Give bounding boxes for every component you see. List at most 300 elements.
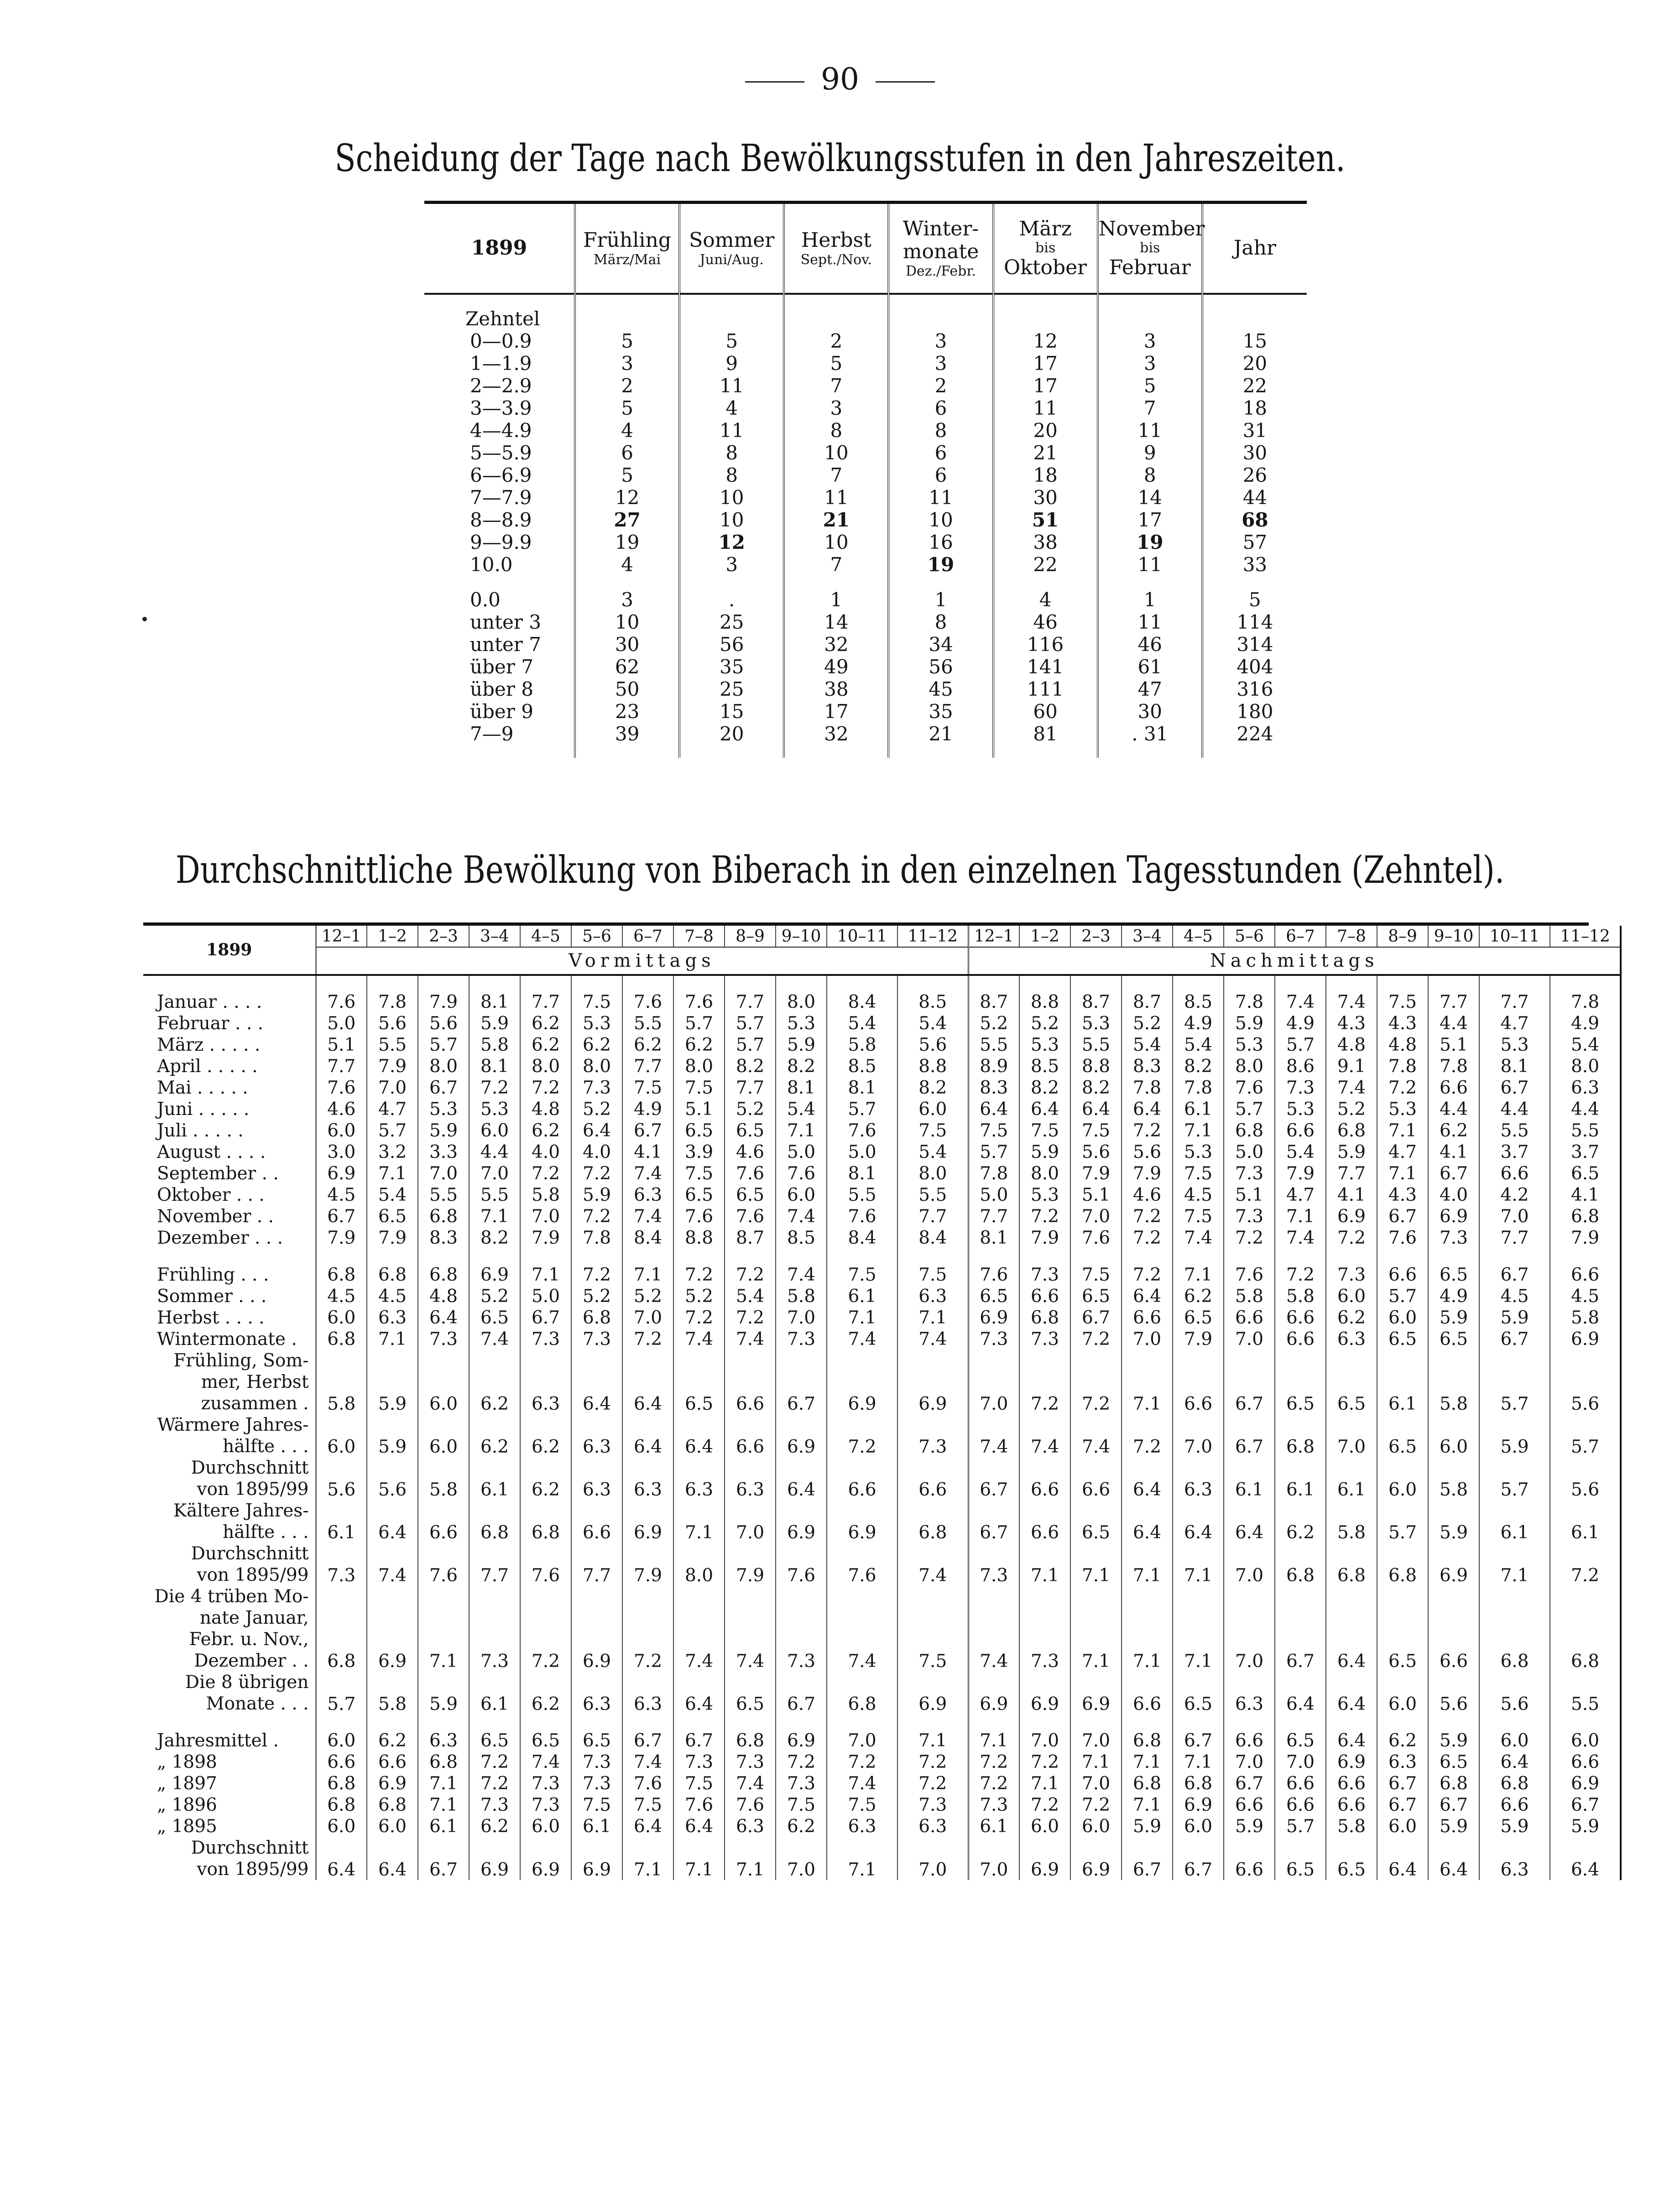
table2-cell: 6.2 <box>1326 1307 1377 1329</box>
table2-cell: 8.1 <box>469 991 520 1013</box>
table2-cell: 6.2 <box>776 1816 827 1837</box>
table2-cell: 5.6 <box>1550 1350 1621 1414</box>
table2-cell: 6.9 <box>520 1837 571 1880</box>
table1-gap-cell <box>784 576 888 589</box>
table2-cell: 7.2 <box>968 1773 1019 1794</box>
table2-cell: 7.0 <box>1019 1730 1070 1751</box>
table2-cell: 6.8 <box>316 1586 367 1672</box>
table2-spacer-cell <box>968 1249 1019 1264</box>
table2-spacer-cell <box>1019 1714 1070 1730</box>
table2-cell: 6.4 <box>1122 1286 1173 1307</box>
table2-cell: 6.8 <box>1326 1543 1377 1586</box>
table1-cell: 30 <box>575 633 679 656</box>
table2-spacer-cell <box>1377 1249 1428 1264</box>
table2-spacer-cell <box>1275 1249 1326 1264</box>
table2-cell: 6.5 <box>1275 1837 1326 1880</box>
table2-cell: 7.1 <box>1019 1543 1070 1586</box>
table2-annual-row <box>143 1773 1621 1794</box>
table2-cell: 7.0 <box>897 1837 968 1880</box>
table2-cell: 5.2 <box>1326 1099 1377 1120</box>
table2-cell: 5.4 <box>827 1013 897 1034</box>
table1-cell: 10 <box>888 509 993 531</box>
table2-hour-header: 7–8 <box>673 926 725 947</box>
table2-cell: 6.4 <box>1224 1500 1275 1543</box>
table1-row-label: 1—1.9 <box>470 352 532 375</box>
table1-cell: 17 <box>993 352 1098 375</box>
table2-cell: 7.9 <box>367 1056 418 1077</box>
table1-cell: 30 <box>1202 442 1307 464</box>
table2-cell: 5.5 <box>367 1034 418 1056</box>
table2-cell: 5.0 <box>520 1286 571 1307</box>
table2-cell: 7.0 <box>827 1730 897 1751</box>
table2-row-label: Oktober . . . <box>157 1185 265 1205</box>
table2-cell: 7.1 <box>1122 1586 1173 1672</box>
table2-cell: 5.4 <box>897 1013 968 1034</box>
table1-cell: 68 <box>1202 509 1307 531</box>
table1-col-header <box>1098 204 1205 294</box>
table2-cell: 7.2 <box>673 1264 725 1286</box>
table2-cell: 6.8 <box>316 1329 367 1350</box>
table2-cell: 7.2 <box>1019 1206 1070 1227</box>
table2-cell: 7.1 <box>1377 1120 1428 1141</box>
table2-cell: 8.7 <box>1070 991 1122 1013</box>
table1-gap-cell <box>784 294 888 307</box>
table2-cell: 6.2 <box>1275 1500 1326 1543</box>
table1-col-label: Winter-monate <box>903 217 979 264</box>
table2-cell: 4.9 <box>1550 1013 1621 1034</box>
table2-cell: 6.7 <box>1122 1837 1173 1880</box>
table2-cell: 6.4 <box>622 1350 673 1414</box>
table2-cell: 7.4 <box>520 1751 571 1773</box>
table2-spacer-cell <box>1275 975 1326 991</box>
table2-label-line: Febr. u. Nov., <box>189 1629 309 1650</box>
table2-cell: 5.8 <box>316 1350 367 1414</box>
table2-cell: 6.3 <box>725 1816 776 1837</box>
table2-spacer-cell <box>571 1249 622 1264</box>
table1-cell: 56 <box>679 633 784 656</box>
table2-cell: 7.4 <box>1173 1227 1224 1249</box>
table2-cell: 6.5 <box>673 1184 725 1206</box>
table1-cell: 2 <box>784 330 888 352</box>
table1-empty-cell <box>888 307 993 330</box>
table2-cell: 7.0 <box>367 1077 418 1099</box>
table2-hours-row <box>143 926 1621 947</box>
table1-gap-cell <box>424 745 575 758</box>
table2-cell: 6.6 <box>571 1500 622 1543</box>
table2-spacer-cell <box>143 975 316 991</box>
table1-cell: 46 <box>993 611 1098 633</box>
table2-cell: 7.0 <box>1173 1414 1224 1457</box>
table2-cell: 7.7 <box>520 991 571 1013</box>
table2-cell: 8.2 <box>469 1227 520 1249</box>
table2-hour-header: 1–2 <box>367 926 418 947</box>
table2-cell: 5.3 <box>1479 1034 1550 1056</box>
table2-label-line: zusammen . <box>201 1393 309 1414</box>
table2-cell: 6.7 <box>1377 1794 1428 1816</box>
table1-cell: 33 <box>1202 553 1307 576</box>
table2-spacer-cell <box>673 975 725 991</box>
table2-cell: 7.3 <box>571 1751 622 1773</box>
table2-summary-row <box>143 1457 1621 1500</box>
table2-cell: 6.8 <box>1550 1206 1621 1227</box>
table2-spacer-cell <box>1173 975 1224 991</box>
table2-cell: 7.8 <box>968 1163 1019 1184</box>
table2-cell: 6.8 <box>1275 1543 1326 1586</box>
table2-spacer-cell <box>1550 975 1621 991</box>
table1-gap-cell <box>1202 294 1307 307</box>
table1-cell: 61 <box>1098 656 1202 678</box>
table2-row-label <box>143 1837 316 1880</box>
table2-spacer-cell <box>571 975 622 991</box>
table1-cell: 50 <box>575 678 679 700</box>
table2-cell: 6.2 <box>673 1034 725 1056</box>
table1-row <box>424 464 1307 486</box>
table2-cell: 7.4 <box>725 1773 776 1794</box>
table2-cell: 4.5 <box>1173 1184 1224 1206</box>
table2-cell: 7.7 <box>725 991 776 1013</box>
table2-cell: 4.4 <box>1479 1099 1550 1120</box>
table2-cell: 6.8 <box>827 1672 897 1714</box>
table2-cell: 4.1 <box>1550 1184 1621 1206</box>
table2-month-row <box>143 1099 1621 1120</box>
table2-cell: 8.1 <box>968 1227 1019 1249</box>
table2-row-label: Juli . . . . . <box>157 1120 244 1141</box>
table2-cell: 8.2 <box>1019 1077 1070 1099</box>
table1-cell: 224 <box>1202 723 1307 745</box>
table2-spacer-cell <box>1070 1249 1122 1264</box>
table2-cell: 6.3 <box>827 1816 897 1837</box>
table2-cell: 7.4 <box>776 1264 827 1286</box>
table2-cell: 7.7 <box>622 1056 673 1077</box>
table1-empty-cell <box>993 307 1098 330</box>
table2-cell: 4.3 <box>1377 1184 1428 1206</box>
table2-cell: 6.0 <box>1173 1816 1224 1837</box>
table2-cell: 8.7 <box>725 1227 776 1249</box>
table2-cell: 6.8 <box>1550 1586 1621 1672</box>
table2-cell: 6.8 <box>520 1500 571 1543</box>
table2-cell: 5.2 <box>571 1286 622 1307</box>
table2-hour-header: 8–9 <box>1377 926 1428 947</box>
table2-cell: 6.4 <box>1019 1099 1070 1120</box>
table2-spacer <box>143 975 1621 991</box>
table2-cell: 7.6 <box>673 1206 725 1227</box>
table2-cell: 5.9 <box>776 1034 827 1056</box>
table2-cell: 6.7 <box>1550 1794 1621 1816</box>
table1-empty-cell <box>1202 307 1307 330</box>
table2-cell: 6.7 <box>1377 1206 1428 1227</box>
table2-cell: 4.8 <box>1326 1034 1377 1056</box>
table2-spacer-cell <box>1019 1249 1070 1264</box>
table2-cell: 7.3 <box>418 1329 469 1350</box>
table2-cell: 7.1 <box>1173 1586 1224 1672</box>
table1-cell: 3 <box>575 352 679 375</box>
table2-cell: 4.9 <box>1428 1286 1479 1307</box>
table2-label-line: Dezember . . <box>194 1651 309 1671</box>
table2-cell: 5.6 <box>1479 1672 1550 1714</box>
table2-cell: 6.7 <box>1224 1350 1275 1414</box>
table2-cell: 5.1 <box>1224 1184 1275 1206</box>
table1-cell: 20 <box>679 723 784 745</box>
table2-cell: 6.9 <box>469 1837 520 1880</box>
table1-cell: 23 <box>575 700 679 723</box>
table1-row-label: unter 3 <box>470 611 541 633</box>
table2-cell: 6.6 <box>1224 1794 1275 1816</box>
table2-cell: 6.9 <box>968 1307 1019 1329</box>
table2-cell: 6.8 <box>1173 1773 1224 1794</box>
table1-col-header <box>993 204 1098 294</box>
table1-gap-cell <box>1098 576 1202 589</box>
table1-cell: 1 <box>784 589 888 611</box>
table2-cell: 5.2 <box>571 1099 622 1120</box>
table2-cell: 6.1 <box>1173 1099 1224 1120</box>
table2-cell: 6.4 <box>367 1837 418 1880</box>
page-number-dash-right <box>876 81 935 83</box>
table2-cell: 5.7 <box>1224 1099 1275 1120</box>
table1-gap <box>424 294 1307 307</box>
table2-cell: 7.1 <box>1070 1751 1122 1773</box>
table2-cell: 5.8 <box>827 1034 897 1056</box>
table2-cell: 6.8 <box>725 1730 776 1751</box>
table2-cell: 7.2 <box>1122 1120 1173 1141</box>
table2-cell: 5.3 <box>1224 1034 1275 1056</box>
table2-spacer-cell <box>367 1714 418 1730</box>
table2-cell: 7.4 <box>1275 991 1326 1013</box>
table2-cell: 7.0 <box>1224 1543 1275 1586</box>
table2-cell: 6.1 <box>1377 1350 1428 1414</box>
table2-label-line: Wärmere Jahres- <box>157 1415 309 1435</box>
table2-hour-header: 7–8 <box>1326 926 1377 947</box>
table1-cell: 10 <box>679 509 784 531</box>
table2-cell: 7.1 <box>673 1837 725 1880</box>
table2-label-line: Die 8 übrigen <box>185 1672 309 1693</box>
table1-cell: 5 <box>575 464 679 486</box>
table2-cell: 8.0 <box>673 1543 725 1586</box>
table2-cell: 7.2 <box>968 1751 1019 1773</box>
table2-cell: 7.5 <box>673 1163 725 1184</box>
table2-spacer-cell <box>418 975 469 991</box>
table2-row-label: März . . . . . <box>157 1035 261 1055</box>
table1-cell: 21 <box>784 509 888 531</box>
table2-cell: 7.2 <box>827 1414 897 1457</box>
table2-cell: 8.1 <box>469 1056 520 1077</box>
table2-label-line: Durchschnitt <box>191 1543 309 1564</box>
table2-cell: 7.3 <box>673 1751 725 1773</box>
table1-gap-cell <box>1202 745 1307 758</box>
table2-cell: 7.6 <box>673 991 725 1013</box>
table1-gap-cell <box>888 294 993 307</box>
table2-cell: 7.0 <box>1479 1206 1550 1227</box>
table2-cell: 5.9 <box>1479 1307 1550 1329</box>
table2-cell: 6.4 <box>1275 1672 1326 1714</box>
table2-cell: 6.1 <box>968 1816 1019 1837</box>
table2-cell: 5.2 <box>673 1286 725 1307</box>
table2-cell: 5.5 <box>1550 1672 1621 1714</box>
table1-col-header <box>784 204 888 294</box>
table2-spacer-cell <box>725 1714 776 1730</box>
table2-label-line: Die 4 trüben Mo- <box>154 1586 309 1607</box>
table2-cell: 6.0 <box>1377 1307 1428 1329</box>
table2-cell: 6.6 <box>1224 1730 1275 1751</box>
table2-spacer-cell <box>776 975 827 991</box>
table1-row-label: 8—8.9 <box>470 509 532 531</box>
table1-col-header <box>1202 204 1307 294</box>
table2-cell: 7.1 <box>673 1500 725 1543</box>
table1-cell: 30 <box>1098 700 1202 723</box>
table2-spacer-cell <box>1173 1714 1224 1730</box>
table2-label-line: Monate . . . <box>206 1693 309 1714</box>
table2-cell: 5.4 <box>725 1286 776 1307</box>
table1-empty-cell <box>784 307 888 330</box>
table2-cell: 8.0 <box>897 1163 968 1184</box>
table2-cell: 5.9 <box>418 1672 469 1714</box>
table1-row <box>424 397 1307 419</box>
table2-cell: 7.3 <box>1019 1586 1070 1672</box>
table1-cell: 26 <box>1202 464 1307 486</box>
table2-cell: 8.5 <box>897 991 968 1013</box>
table2-cell: 6.5 <box>725 1120 776 1141</box>
table1-cell: 25 <box>679 678 784 700</box>
table2-annual-row <box>143 1816 1621 1837</box>
table2-row-label <box>143 1500 316 1543</box>
table2-cell: 3.7 <box>1550 1141 1621 1163</box>
table2-cell: 6.7 <box>1479 1329 1550 1350</box>
table1-gap-cell <box>888 745 993 758</box>
table2-spacer-cell <box>1275 1714 1326 1730</box>
table1-gap-cell <box>784 745 888 758</box>
table2-cell: 7.8 <box>1428 1056 1479 1077</box>
table1-cell: 11 <box>1098 553 1202 576</box>
table2-cell: 6.2 <box>367 1730 418 1751</box>
table2-cell: 6.5 <box>1377 1329 1428 1350</box>
table2-cell: 7.8 <box>1550 991 1621 1013</box>
table1-cell: 2 <box>575 375 679 397</box>
table2-spacer-cell <box>520 975 571 991</box>
table2-cell: 4.0 <box>520 1141 571 1163</box>
table1-col-header <box>888 204 993 294</box>
table2-cell: 7.6 <box>827 1543 897 1586</box>
table1-row-label: 7—7.9 <box>470 486 532 509</box>
table1-cell: 4 <box>679 397 784 419</box>
table2-spacer-cell <box>1377 1714 1428 1730</box>
table2-cell: 7.9 <box>367 1227 418 1249</box>
table2-nachmittags: Nachmittags <box>968 947 1621 975</box>
table2-cell: 7.0 <box>1326 1414 1377 1457</box>
table2-cell: 7.4 <box>1326 1077 1377 1099</box>
table2-cell: 7.1 <box>827 1837 897 1880</box>
table1-col-sub: März/Mai <box>594 251 661 268</box>
table2-cell: 7.4 <box>827 1586 897 1672</box>
table2-cell: 5.7 <box>418 1034 469 1056</box>
table2-cell: 6.9 <box>622 1500 673 1543</box>
table2-cell: 6.0 <box>520 1816 571 1837</box>
table2-row-label: August . . . . <box>157 1142 266 1162</box>
print-speck <box>142 617 147 621</box>
table2-spacer-cell <box>1224 1249 1275 1264</box>
table2-cell: 5.6 <box>1122 1141 1173 1163</box>
table2-cell: 7.6 <box>725 1794 776 1816</box>
table1-row-label: über 8 <box>470 678 533 700</box>
table2-hour-header: 12–1 <box>968 926 1019 947</box>
table1-cell: 8 <box>888 611 993 633</box>
table1-cell: 35 <box>679 656 784 678</box>
table2-year: 1899 <box>143 926 316 975</box>
table2-cell: 6.0 <box>1326 1286 1377 1307</box>
table1-cell: 21 <box>993 442 1098 464</box>
table1-cell: 11 <box>784 486 888 509</box>
table2-cell: 7.8 <box>1173 1077 1224 1099</box>
table2-row-label: September . . <box>157 1163 279 1184</box>
table2-cell: 6.7 <box>968 1457 1019 1500</box>
table2-cell: 5.9 <box>1428 1816 1479 1837</box>
table2-spacer-cell <box>673 1714 725 1730</box>
table2-cell: 6.3 <box>520 1350 571 1414</box>
table2-cell: 7.5 <box>1173 1163 1224 1184</box>
table1-cell: 12 <box>575 486 679 509</box>
table1-cell: 6 <box>888 442 993 464</box>
table2-row-label <box>143 1457 316 1500</box>
table2-cell: 6.6 <box>1122 1672 1173 1714</box>
table2-cell: 7.0 <box>1275 1751 1326 1773</box>
table2-cell: 7.5 <box>622 1794 673 1816</box>
table1-cell: 114 <box>1202 611 1307 633</box>
table1-cell: 6 <box>888 397 993 419</box>
table2-cell: 5.7 <box>725 1013 776 1034</box>
table2-cell: 6.4 <box>1122 1457 1173 1500</box>
table2-label-line: hälfte . . . <box>223 1436 309 1457</box>
table2-cell: 6.0 <box>316 1414 367 1457</box>
table2-label-line: hälfte . . . <box>223 1522 309 1542</box>
table2-row-label: April . . . . . <box>157 1056 258 1077</box>
table2-cell: 7.2 <box>725 1307 776 1329</box>
table2-cell: 5.9 <box>367 1414 418 1457</box>
table2-cell: 7.4 <box>622 1163 673 1184</box>
table1-cell: 19 <box>575 531 679 553</box>
table1-cell: 316 <box>1202 678 1307 700</box>
table1-cell: 8 <box>888 419 993 442</box>
table2-hour-header: 10–11 <box>1479 926 1550 947</box>
table2-cell: 6.2 <box>520 1414 571 1457</box>
table2-cell: 6.6 <box>827 1457 897 1500</box>
table2-cell: 6.8 <box>1224 1120 1275 1141</box>
table2-cell: 5.7 <box>827 1099 897 1120</box>
table2-cell: 8.2 <box>1070 1077 1122 1099</box>
table2-cell: 6.4 <box>776 1457 827 1500</box>
table2-cell: 6.3 <box>725 1457 776 1500</box>
table2-label-line: Durchschnitt <box>191 1458 309 1478</box>
table2-cell: 4.7 <box>1479 1013 1550 1034</box>
table2-cell: 6.8 <box>316 1264 367 1286</box>
table1-col-sub: Juni/Aug. <box>699 251 764 268</box>
table2-cell: 5.3 <box>1275 1099 1326 1120</box>
table2-cell: 6.3 <box>1377 1751 1428 1773</box>
table2-cell: 6.4 <box>673 1414 725 1457</box>
table2-cell: 7.4 <box>968 1414 1019 1457</box>
table2-cell: 7.7 <box>1479 991 1550 1013</box>
table2-cell: 6.6 <box>1428 1586 1479 1672</box>
table2-month-row <box>143 1184 1621 1206</box>
table2-hour-header: 3–4 <box>1122 926 1173 947</box>
table2-cell: 5.1 <box>1428 1034 1479 1056</box>
table2-cell: 4.9 <box>1173 1013 1224 1034</box>
table2-summary-row <box>143 1586 1621 1672</box>
table2-row-label: Februar . . . <box>157 1013 264 1034</box>
table2-cell: 6.1 <box>316 1500 367 1543</box>
table2-cell: 6.5 <box>469 1307 520 1329</box>
table2-cell: 7.3 <box>776 1773 827 1794</box>
table2-cell: 4.5 <box>1479 1286 1550 1307</box>
table2-cell: 5.5 <box>622 1013 673 1034</box>
table2-cell: 7.0 <box>776 1307 827 1329</box>
